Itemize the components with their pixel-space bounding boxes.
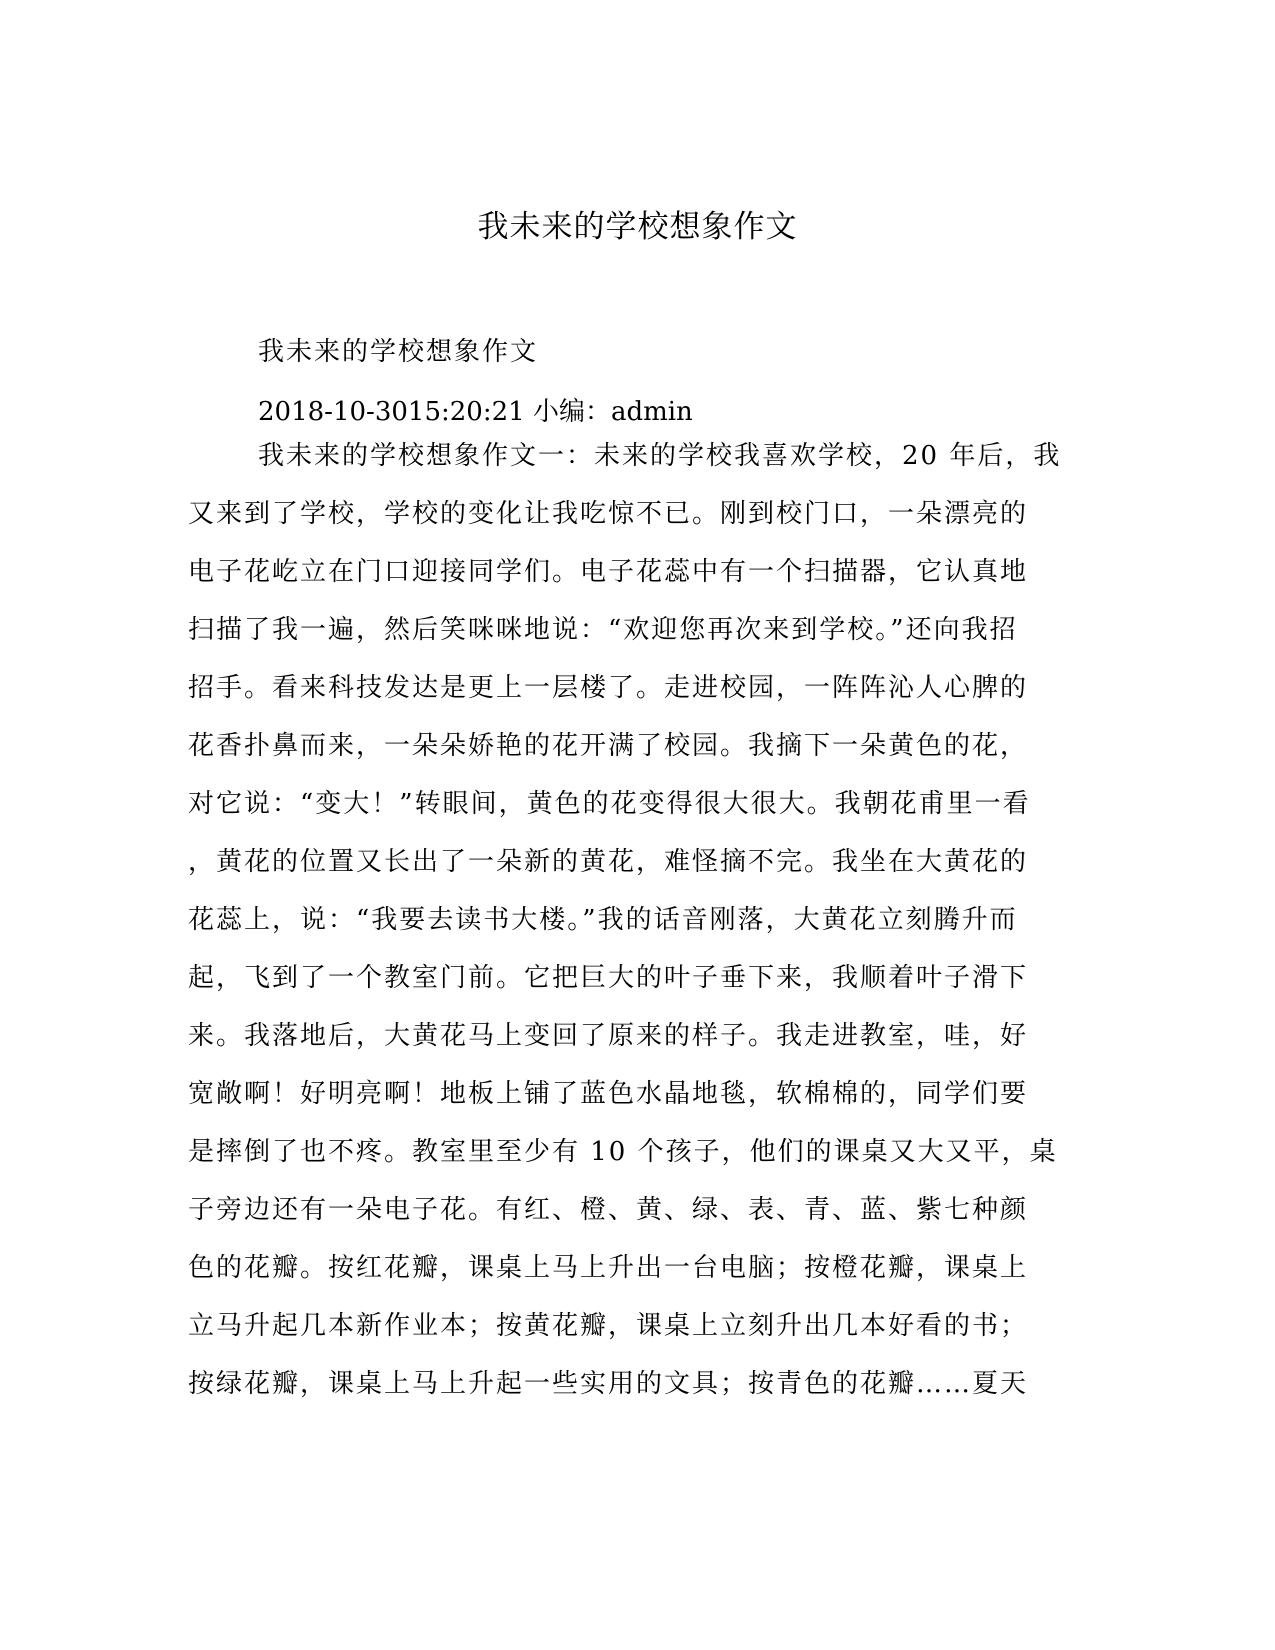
paragraph-line: 色的花瓣。按红花瓣，课桌上马上升出一台电脑；按橙花瓣，课桌上 [188,1253,1029,1283]
paragraph-line: 我未来的学校想象作文一：未来的学校我喜欢学校，20 年后，我 [258,441,1062,471]
paragraph-line: ，黄花的位置又长出了一朵新的黄花，难怪摘不完。我坐在大黄花的 [188,847,1029,877]
paragraph-line: 按绿花瓣，课桌上马上升起一些实用的文具；按青色的花瓣……夏天 [188,1369,1029,1399]
paragraph-line: 子旁边还有一朵电子花。有红、橙、黄、绿、表、青、蓝、紫七种颜 [188,1195,1029,1225]
paragraph-line: 扫描了我一遍，然后笑咪咪地说：“欢迎您再次来到学校。”还向我招 [188,615,1018,645]
paragraph-line: 立马升起几本新作业本；按黄花瓣，课桌上立刻升出几本好看的书； [188,1311,1029,1341]
document-subtitle: 我未来的学校想象作文 [258,337,539,367]
paragraph-line: 对它说：“变大！”转眼间，黄色的花变得很大很大。我朝花甫里一看 [188,789,1031,819]
paragraph-line: 又来到了学校，学校的变化让我吃惊不已。刚到校门口，一朵漂亮的 [188,499,1029,529]
paragraph-line: 电子花屹立在门口迎接同学们。电子花蕊中有一个扫描器，它认真地 [188,557,1029,587]
paragraph-line: 花蕊上，说：“我要去读书大楼。”我的话音刚落，大黄花立刻腾升而 [188,905,1018,935]
paragraph-line: 宽敞啊！好明亮啊！地板上铺了蓝色水晶地毯，软棉棉的，同学们要 [188,1079,1029,1109]
document-title: 我未来的学校想象作文 [477,209,798,245]
paragraph-line: 起，飞到了一个教室门前。它把巨大的叶子垂下来，我顺着叶子滑下 [188,963,1029,993]
document-meta: 2018-10-3015:20:21 小编：admin [258,397,693,427]
paragraph-line: 招手。看来科技发达是更上一层楼了。走进校园，一阵阵沁人心脾的 [188,673,1029,703]
paragraph-line: 花香扑鼻而来，一朵朵娇艳的花开满了校园。我摘下一朵黄色的花， [188,731,1029,761]
paragraph-line: 来。我落地后，大黄花马上变回了原来的样子。我走进教室，哇，好 [188,1021,1029,1051]
paragraph-line: 是摔倒了也不疼。教室里至少有 10 个孩子，他们的课桌又大又平，桌 [188,1137,1058,1167]
